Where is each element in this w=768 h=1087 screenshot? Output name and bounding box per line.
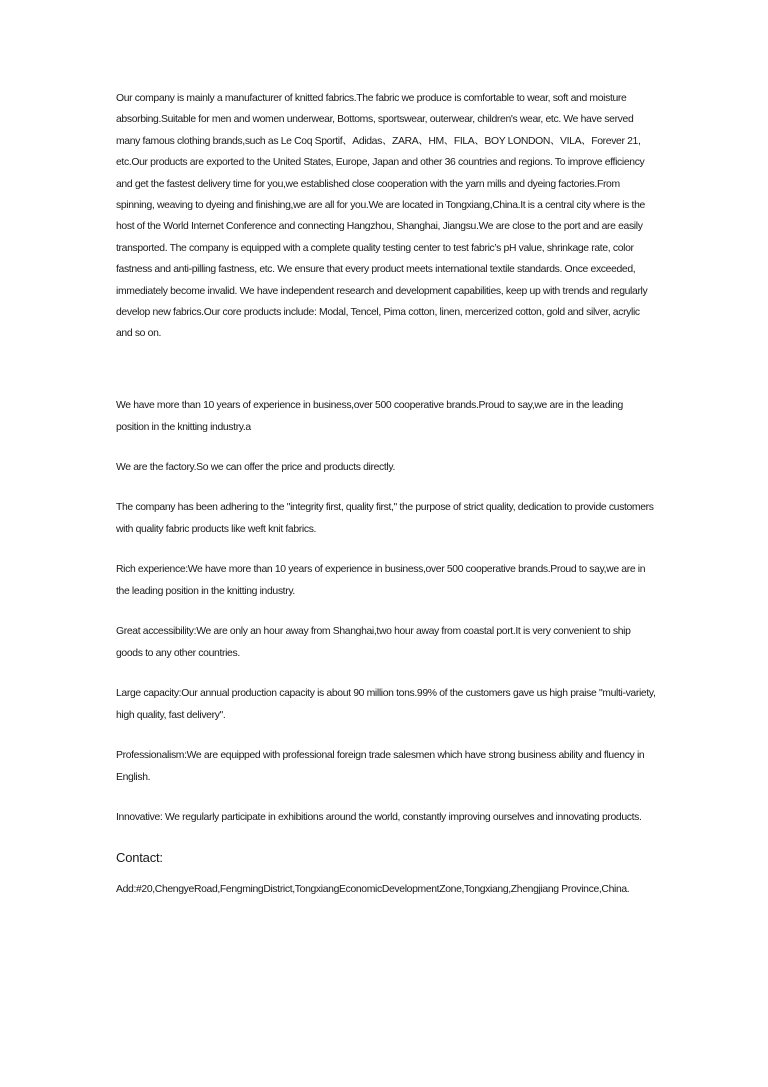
quality-paragraph: The company has been adhering to the "integrity first, quality first," the purpose of strict quality, dedication to provide customers with quality fabric products like weft knit fabrics. bbox=[116, 501, 654, 535]
document-page bbox=[116, 88, 656, 919]
professionalism-paragraph: Professionalism:We are equipped with professional foreign trade salesmen which have strong business ability and fluency in English. bbox=[116, 749, 645, 783]
address-paragraph: Add:#20,ChengyeRoad,FengmingDistrict,TongxiangEconomicDevelopmentZone,Tongxiang,Zhengjiang Province,China. bbox=[116, 883, 630, 895]
accessibility-paragraph: Great accessibility:We are only an hour away from Shanghai,two hour away from coastal port.It is very convenient to ship goods to any other countries. bbox=[116, 625, 631, 659]
experience-paragraph: We have more than 10 years of experience in business,over 500 cooperative brands.Proud to say,we are in the leading position in the knitting industry.a bbox=[116, 399, 623, 433]
factory-paragraph: We are the factory.So we can offer the price and products directly. bbox=[116, 461, 395, 473]
paragraph-spacer bbox=[116, 345, 656, 395]
capacity-paragraph: Large capacity:Our annual production capacity is about 90 million tons.99% of the customers gave us high praise "multi-variety, high quality, fast delivery". bbox=[116, 687, 656, 721]
innovative-paragraph: Innovative: We regularly participate in exhibitions around the world, constantly improving ourselves and innovating products. bbox=[116, 811, 642, 823]
rich-experience-paragraph: Rich experience:We have more than 10 years of experience in business,over 500 cooperative brands.Proud to say,we are in the leading position in the knitting industry. bbox=[116, 563, 646, 597]
intro-paragraph: Our company is mainly a manufacturer of knitted fabrics.The fabric we produce is comfortable to wear, soft and moisture absorbing.Suitable for men and women underwear, Bottoms, sportswear, outerwear, children's wear, etc. We have served many famous clothing brands,such as Le Coq Sportif、Adidas、ZARA、HM、FILA、BOY LONDON、VILA、Forever 21, etc.Our products are exported to the United States, Europe, Japan and other 36 countries and regions. To improve efficiency and get the fastest delivery time for you,we established close cooperation with the yarn mills and dyeing factories.From spinning, weaving to dyeing and finishing,we are all for you.We are located in Tongxiang,China.It is a central city where is the host of the World Internet Conference and connecting Hangzhou, Shanghai, Jiangsu.We are close to the port and are easily transported. The company is equipped with a complete quality testing center to test fabric’s pH value, shrinkage rate, color fastness and anti-pilling fastness, etc. We ensure that every product meets international textile standards. Once exceeded, immediately become invalid. We have independent research and development capabilities, keep up with trends and regularly develop new fabrics.Our core products include: Modal, Tencel, Pima cotton, linen, mercerized cotton, gold and silver, acrylic and so on. bbox=[116, 93, 648, 340]
contact-heading: Contact: bbox=[116, 849, 163, 865]
